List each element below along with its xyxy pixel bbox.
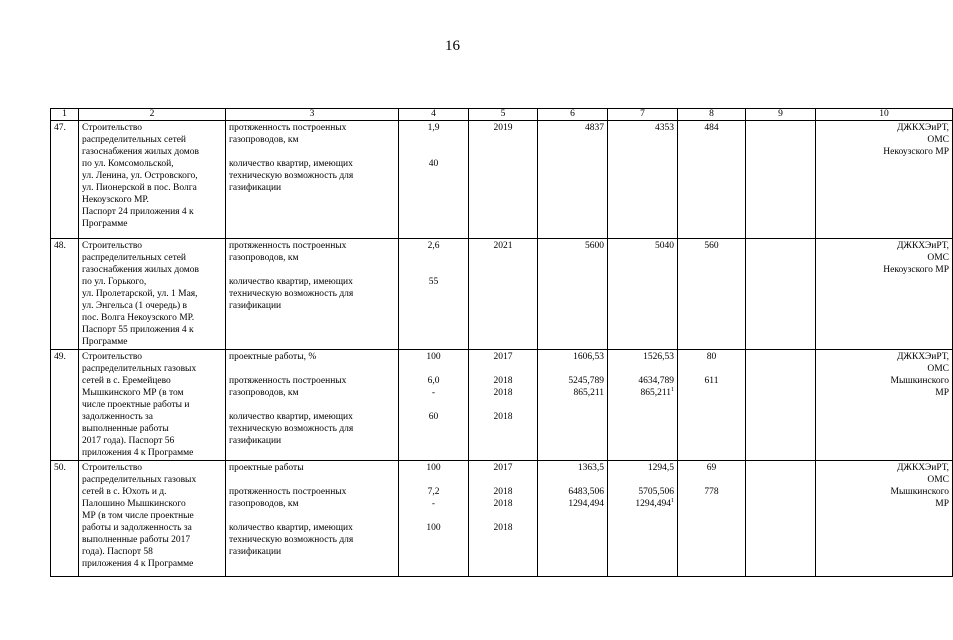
table-row: [51, 461, 953, 577]
indicator: проектные работы, %: [229, 352, 317, 362]
amount: 865,211: [640, 388, 671, 398]
indicator: протяженность построенных газопроводов, км: [229, 487, 347, 509]
amount: 1606,53: [573, 352, 604, 362]
column-header: 10: [816, 109, 953, 121]
amount: 1294,494: [635, 499, 671, 509]
amount: 5705,506: [638, 487, 674, 497]
value: 7,2: [427, 487, 440, 497]
value: 2,6: [427, 241, 440, 251]
indicator: количество квартир, имеющих техническую возможность для газификации: [229, 412, 354, 446]
years-cell: [469, 239, 538, 350]
amount: 778: [704, 487, 719, 497]
executor: ДЖКХЭиРТ, ОМС Мышкинского МР: [816, 461, 953, 577]
amount: 5040: [655, 241, 674, 251]
years-cell: [469, 350, 538, 461]
row-number: 49.: [51, 350, 79, 461]
year: 2018: [493, 412, 513, 422]
footnote-marker: 1: [671, 497, 674, 504]
column-header: 3: [226, 109, 399, 121]
total-cell: [538, 121, 608, 239]
amount: 80: [706, 352, 717, 362]
project-name: Строительство распределительных газовых сетей в с. Еремейцево Мышкинского МР (в том числе проектные работы и задолженность за выполненные работы 2017 года). Паспорт 56 приложения 4 к Программе: [79, 350, 226, 461]
value: 1,9: [427, 123, 440, 133]
col7-cell: [608, 461, 678, 577]
amount: 865,211: [573, 388, 604, 398]
column-header: 1: [51, 109, 79, 121]
col8-cell: [678, 350, 746, 461]
amount: 1294,5: [647, 463, 674, 473]
project-name: Строительство распределительных сетей газоснабжения жилых домов по ул. Комсомольской, ул. Ленина, ул. Островского, ул. Пионерской в пос. Волга Некоузского МР. Паспорт 24 приложения 4 к Программе: [79, 121, 226, 239]
value: 100: [426, 352, 441, 362]
table-row: [51, 350, 953, 461]
col7-cell: [608, 239, 678, 350]
value: -: [431, 388, 436, 398]
amount: 4634,789: [638, 376, 674, 386]
year: 2018: [493, 388, 513, 398]
value: -: [431, 499, 436, 509]
year: 2021: [493, 241, 513, 251]
total-cell: [538, 239, 608, 350]
amount: 4353: [655, 123, 674, 133]
value: 6,0: [427, 376, 440, 386]
amount: 1294,494: [568, 499, 604, 509]
indicators-cell: [226, 461, 399, 577]
col9-cell: [746, 121, 816, 239]
year: 2018: [493, 523, 513, 533]
values-cell: [399, 121, 469, 239]
year: 2018: [493, 376, 513, 386]
amount: 5245,789: [568, 376, 604, 386]
indicator: протяженность построенных газопроводов, км: [229, 241, 347, 263]
executor: ДЖКХЭиРТ, ОМС Некоузского МР: [816, 239, 953, 350]
amount: 4837: [585, 123, 604, 133]
total-cell: [538, 461, 608, 577]
indicators-cell: [226, 239, 399, 350]
amount: 69: [706, 463, 717, 473]
amount: 484: [704, 123, 719, 133]
column-header: 8: [678, 109, 746, 121]
column-header: 5: [469, 109, 538, 121]
year: 2018: [493, 499, 513, 509]
years-cell: [469, 461, 538, 577]
table-row: [51, 121, 953, 239]
years-cell: [469, 121, 538, 239]
values-cell: [399, 461, 469, 577]
footnote-marker: 1: [671, 386, 674, 393]
value: 60: [428, 412, 439, 422]
project-name: Строительство распределительных газовых сетей в с. Юхоть и д. Палошино Мышкинского МР (в том числе проектные работы и задолженность за выполненные работы 2017 года). Паспорт 58 приложения 4 к Программе: [79, 461, 226, 577]
year: 2019: [493, 123, 513, 133]
value: 55: [428, 277, 439, 287]
amount: 5600: [585, 241, 604, 251]
col9-cell: [746, 461, 816, 577]
row-number: 48.: [51, 239, 79, 350]
indicator: количество квартир, имеющих техническую возможность для газификации: [229, 277, 354, 311]
column-header: 9: [746, 109, 816, 121]
executor: ДЖКХЭиРТ, ОМС Некоузского МР: [816, 121, 953, 239]
amount: 1526,53: [643, 352, 674, 362]
program-table: [50, 108, 953, 577]
indicators-cell: [226, 121, 399, 239]
column-header: 4: [399, 109, 469, 121]
year: 2017: [493, 352, 513, 362]
column-header: 7: [608, 109, 678, 121]
col8-cell: [678, 239, 746, 350]
project-name: Строительство распределительных сетей газоснабжения жилых домов по ул. Горького, ул. Пролетарской, ул. 1 Мая, ул. Энгельса (1 очередь) в пос. Волга Некоузского МР. Паспорт 55 приложения 4 к Программе: [79, 239, 226, 350]
year: 2018: [493, 487, 513, 497]
col8-cell: [678, 121, 746, 239]
values-cell: [399, 350, 469, 461]
value: 100: [426, 523, 441, 533]
year: 2017: [493, 463, 513, 473]
indicator: количество квартир, имеющих техническую возможность для газификации: [229, 159, 354, 193]
column-header: 2: [79, 109, 226, 121]
total-cell: [538, 350, 608, 461]
executor: ДЖКХЭиРТ, ОМС Мышкинского МР: [816, 350, 953, 461]
amount: 611: [704, 376, 719, 386]
indicator: протяженность построенных газопроводов, км: [229, 123, 347, 145]
table-row: [51, 239, 953, 350]
page-number: 16: [445, 38, 460, 54]
col7-cell: [608, 350, 678, 461]
amount-with-footnote: [611, 387, 674, 399]
amount: 1363,5: [577, 463, 604, 473]
row-number: 50.: [51, 461, 79, 577]
col9-cell: [746, 239, 816, 350]
indicators-cell: [226, 350, 399, 461]
col7-cell: [608, 121, 678, 239]
row-number: 47.: [51, 121, 79, 239]
value: 100: [426, 463, 441, 473]
value: 40: [428, 159, 439, 169]
col9-cell: [746, 350, 816, 461]
indicator: количество квартир, имеющих техническую возможность для газификации: [229, 523, 354, 557]
column-header: 6: [538, 109, 608, 121]
amount-with-footnote: [611, 498, 674, 510]
indicator: протяженность построенных газопроводов, км: [229, 376, 347, 398]
col8-cell: [678, 461, 746, 577]
table-header-row: [51, 109, 953, 121]
values-cell: [399, 239, 469, 350]
amount: 6483,506: [568, 487, 604, 497]
amount: 560: [704, 241, 719, 251]
indicator: проектные работы: [229, 463, 304, 473]
